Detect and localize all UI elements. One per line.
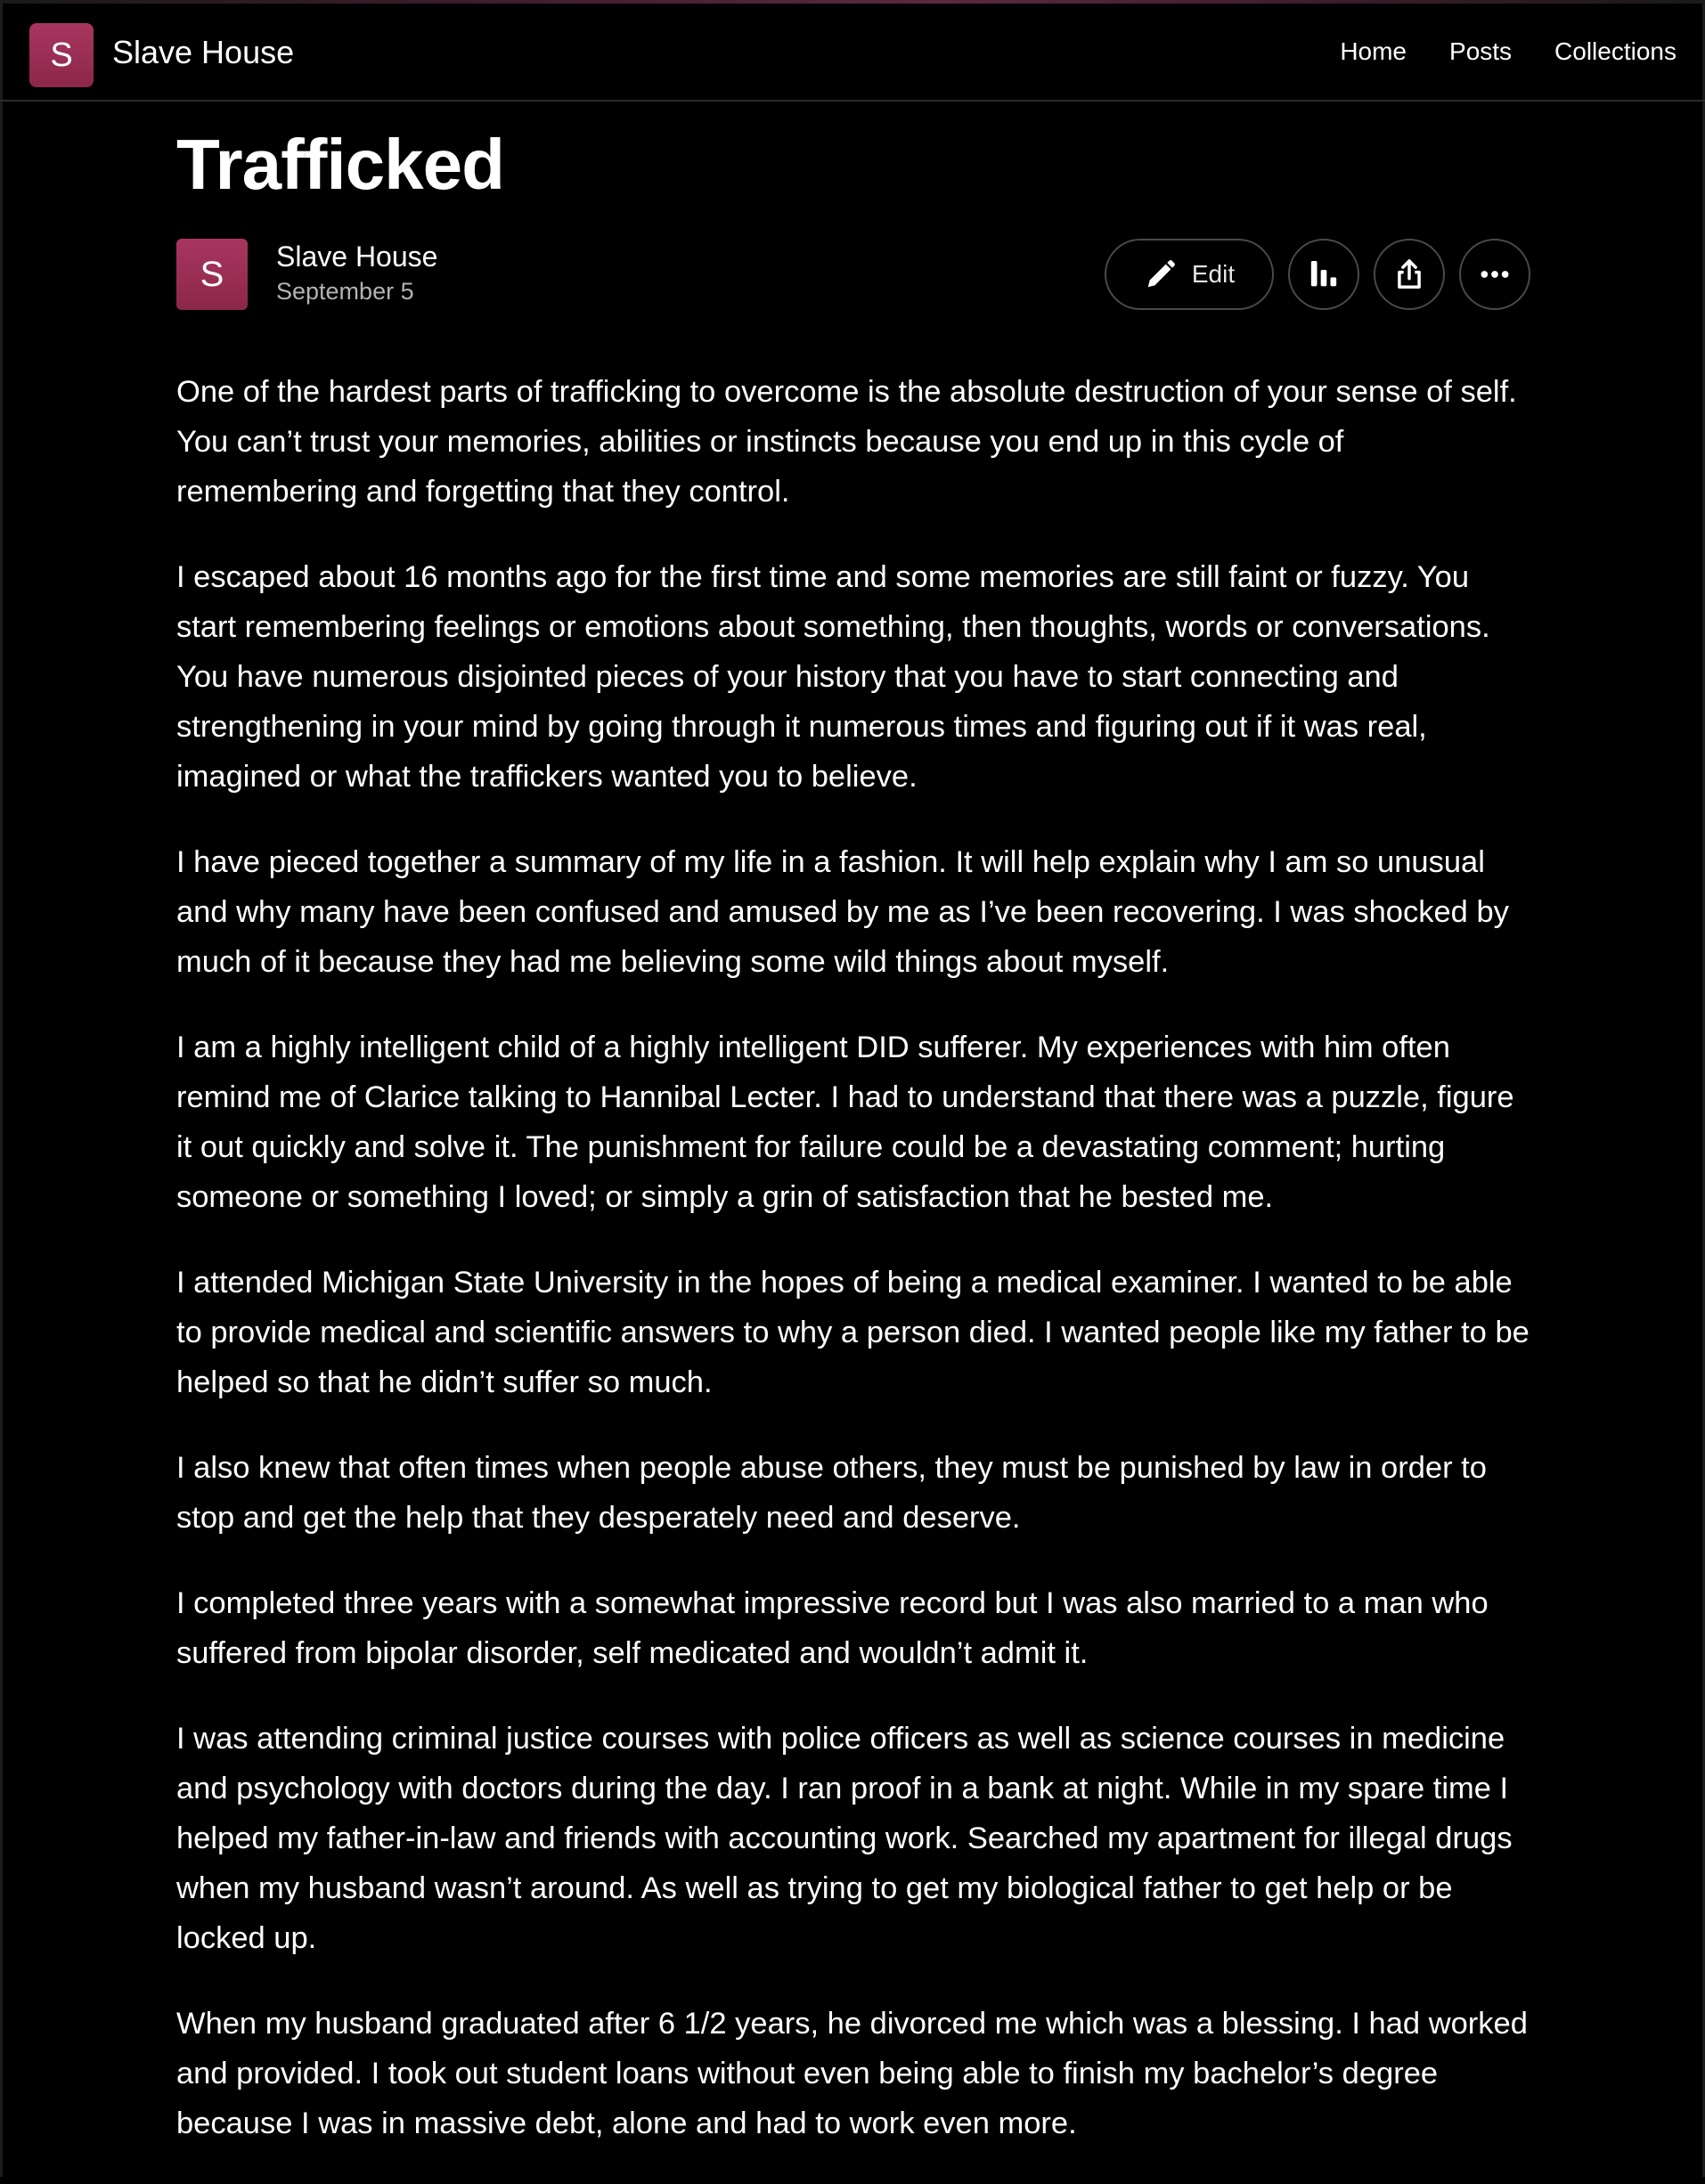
bar-chart-icon [1306,257,1342,292]
post-date: September 5 [276,278,414,305]
edit-button-label: Edit [1191,260,1236,288]
author-avatar[interactable] [176,239,248,310]
author-avatar-letter: S [200,254,224,294]
share-button[interactable] [1374,239,1445,310]
post-content [176,116,1530,2184]
nav-collections[interactable]: Collections [1554,37,1676,65]
post-paragraph: I also knew that often times when people abuse others, they must be punished by law in order to stop and get the help that they desperately need and deserve. [176,1451,1487,1535]
more-button[interactable] [1459,239,1530,310]
site-header [0,4,1705,102]
author-name[interactable]: Slave House [276,240,438,273]
more-horizontal-icon [1477,257,1513,292]
post-actions [1105,239,1530,310]
window-frame-left [0,0,3,2177]
pencil-icon [1144,257,1178,291]
post-paragraph: I completed three years with a somewhat impressive record but I was also married to a man who suffered from bipolar disorder, self medicated and wouldn’t admit it. [176,1586,1489,1670]
edit-button[interactable] [1105,239,1274,310]
site-logo[interactable] [29,23,94,87]
site-name[interactable]: Slave House [112,34,295,70]
nav-home[interactable]: Home [1340,37,1407,65]
share-icon [1392,257,1426,291]
post-paragraph: I have pieced together a summary of my life in a fashion. It will help explain why I am so unusual and why many have been confused and amused by me as I’ve been recovering. I was shocked by much of it because they had me believing some wild things about myself. [176,845,1509,979]
post-title: Trafficked [176,125,504,204]
post-paragraph: One of the hardest parts of trafficking to overcome is the absolute destruction of your sense of self. You can’t trust your memories, abilities or instincts because you end up in this cycle of remembering and forgetting that they control. [176,375,1517,509]
post-body [176,367,1530,2148]
post-paragraph: I was attending criminal justice courses with police officers as well as science courses in medicine and psychology with doctors during the day. I ran proof in a bank at night. While in my spare time I helped my father-in-law and friends with accounting work. Searched my apartment for illegal drugs when my husband wasn’t around. As well as trying to get my biological father to get help or be locked up. [176,1722,1513,1955]
main-nav [1340,37,1676,66]
post-paragraph: When my husband graduated after 6 1/2 years, he divorced me which was a blessing. I had worked and provided. I took out student loans without even being able to finish my bachelor’s degree because I was in massive debt, alone and had to work even more. [176,2007,1528,2140]
post-paragraph: I am a highly intelligent child of a highly intelligent DID sufferer. My experiences with him often remind me of Clarice talking to Hannibal Lecter. I had to understand that there was a puzzle, figure it out quickly and solve it. The punishment for failure could be a devastating comment; hurting someone or something I loved; or simply a grin of satisfaction that he bested me. [176,1031,1514,1214]
stats-button[interactable] [1288,239,1359,310]
nav-posts[interactable]: Posts [1449,37,1513,65]
post-paragraph: I attended Michigan State University in the hopes of being a medical examiner. I wanted to be able to provide medical and scientific answers to why a person died. I wanted people like my father to be helped so that he didn’t suffer so much. [176,1266,1530,1399]
site-logo-letter: S [50,36,73,74]
post-byline [176,239,1530,310]
post-paragraph: I escaped about 16 months ago for the first time and some memories are still faint or fuzzy. You start remembering feelings or emotions about something, then thoughts, words or conversations. You have numerous disjointed pieces of your history that you have to start connecting and strengthening in your mind by going through it numerous times and figuring out if it was real, imagined or what the traffickers wanted you to believe. [176,560,1490,794]
